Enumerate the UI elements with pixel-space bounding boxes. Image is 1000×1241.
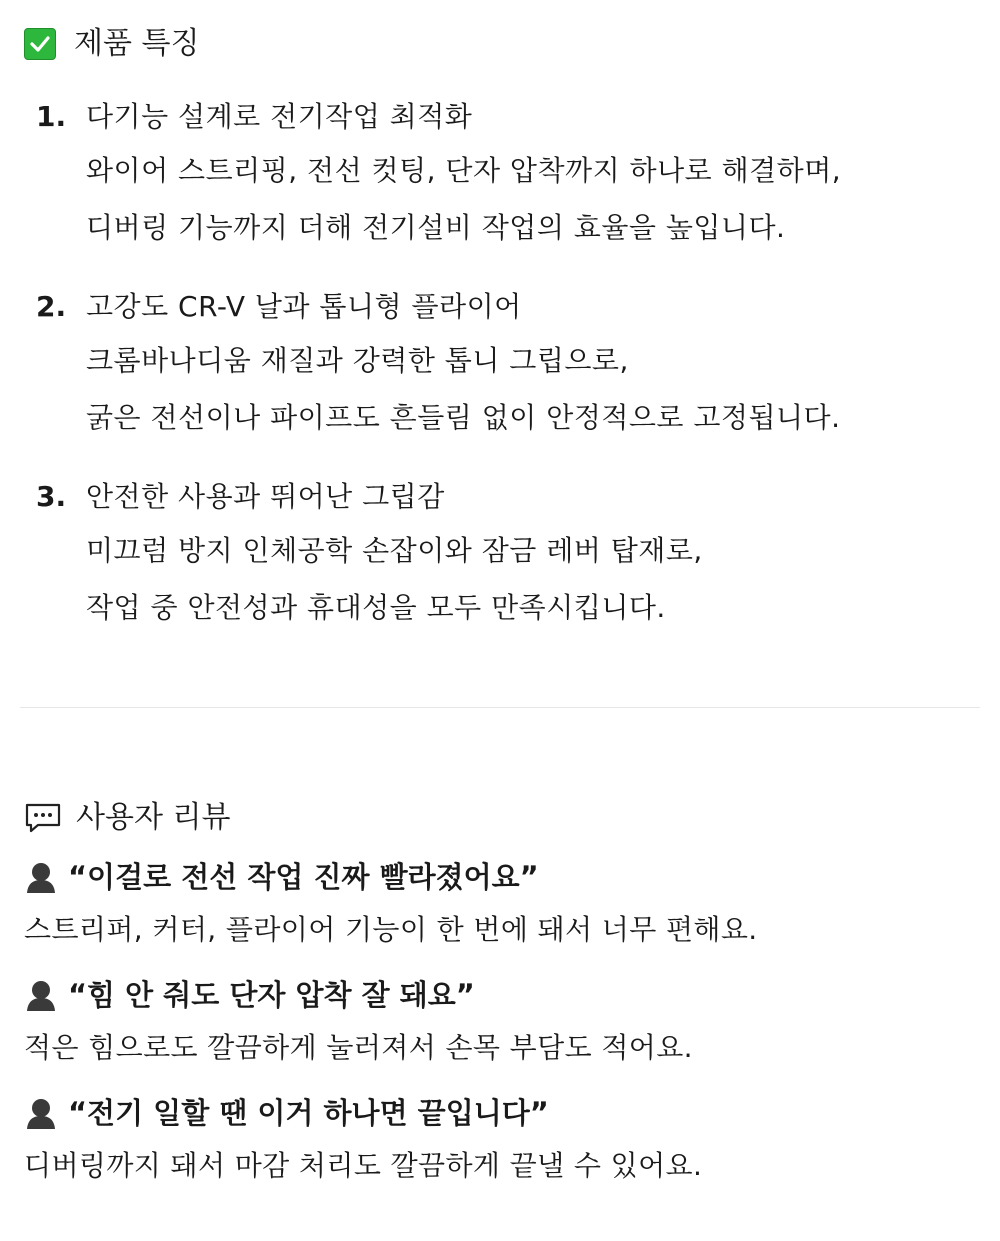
- feature-number: 2.: [36, 290, 67, 323]
- review-item: [24, 1088, 984, 1194]
- review-body: 스트리퍼, 커터, 플라이어 기능이 한 번에 돼서 너무 편해요.: [24, 913, 758, 946]
- check-box-icon: [24, 28, 56, 60]
- review-body: 적은 힘으로도 깔끔하게 눌러져서 손목 부담도 적어요.: [24, 1031, 693, 1064]
- person-silhouette-icon: [24, 978, 58, 1012]
- review-quote: “힘 안 줘도 단자 압착 잘 돼요”: [68, 978, 475, 1012]
- feature-description-line: 디버링 기능까지 더해 전기설비 작업의 효율을 높입니다.: [86, 211, 786, 244]
- feature-heading: 다기능 설계로 전기작업 최적화: [86, 100, 473, 133]
- feature-heading: 고강도 CR-V 날과 톱니형 플라이어: [86, 290, 522, 323]
- reviews-title: 사용자 리뷰: [76, 800, 231, 835]
- section-divider: [20, 707, 980, 708]
- review-quote: “이걸로 전선 작업 진짜 빨라졌어요”: [68, 860, 539, 894]
- review-quote: “전기 일할 땐 이거 하나면 끝입니다”: [68, 1096, 549, 1130]
- review-item: [24, 970, 984, 1076]
- review-item: [24, 852, 984, 958]
- feature-item: [36, 92, 986, 256]
- review-quote-row: [24, 1088, 984, 1138]
- person-silhouette-icon: [24, 860, 58, 894]
- feature-description-line: 와이어 스트리핑, 전선 컷팅, 단자 압착까지 하나로 해결하며,: [86, 154, 842, 187]
- feature-description-line: 미끄럼 방지 인체공학 손잡이와 잠금 레버 탑재로,: [86, 534, 703, 567]
- feature-heading: 안전한 사용과 뛰어난 그립감: [86, 480, 445, 513]
- reviews-list: [24, 852, 984, 1206]
- reviews-title-row: [24, 798, 230, 838]
- feature-number: 3.: [36, 480, 67, 513]
- speech-balloon-icon: [24, 802, 62, 834]
- feature-item: [36, 472, 986, 636]
- features-title: 제품 특징: [74, 26, 200, 61]
- features-title-row: [24, 24, 199, 64]
- features-list: [36, 92, 986, 662]
- person-silhouette-icon: [24, 1096, 58, 1130]
- feature-description-line: 작업 중 안전성과 휴대성을 모두 만족시킵니다.: [86, 591, 666, 624]
- feature-description-line: 크롬바나디움 재질과 강력한 톱니 그립으로,: [86, 344, 629, 377]
- feature-number: 1.: [36, 100, 67, 133]
- feature-description-line: 굵은 전선이나 파이프도 흔들림 없이 안정적으로 고정됩니다.: [86, 401, 841, 434]
- review-quote-row: [24, 852, 984, 902]
- review-quote-row: [24, 970, 984, 1020]
- review-body: 디버링까지 돼서 마감 처리도 깔끔하게 끝낼 수 있어요.: [24, 1149, 703, 1182]
- feature-item: [36, 282, 986, 446]
